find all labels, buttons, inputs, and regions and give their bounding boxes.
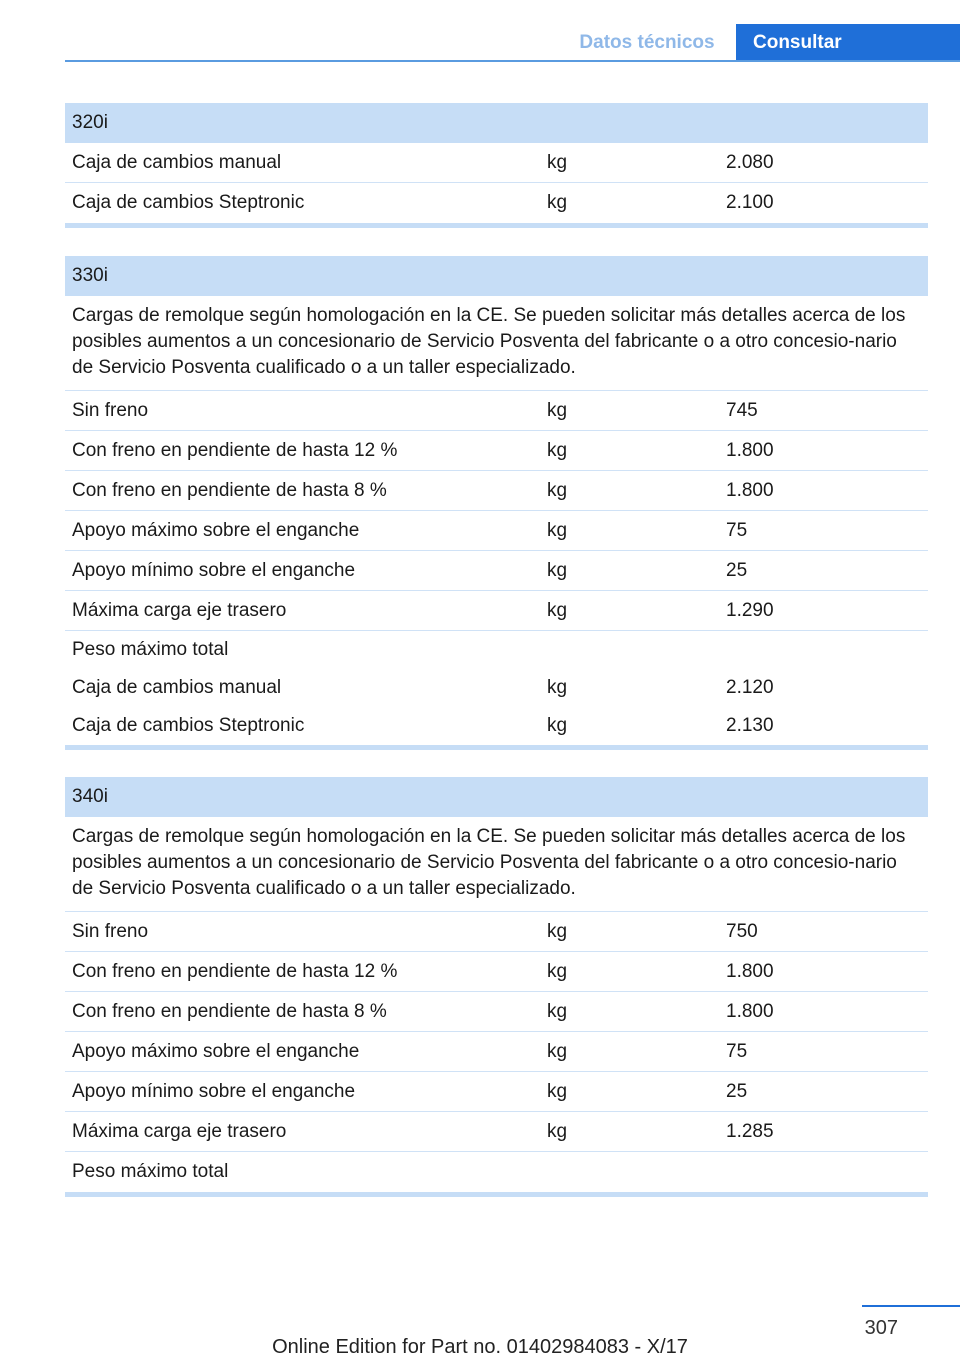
row-value: 1.285	[726, 1120, 774, 1142]
row-unit: kg	[547, 399, 568, 421]
row-label: Peso máximo total	[72, 639, 229, 660]
row-label: Caja de cambios Steptronic	[72, 192, 305, 213]
table-row	[65, 591, 928, 631]
table-row	[65, 707, 928, 745]
row-value: 1.800	[726, 479, 774, 501]
table-row	[65, 669, 928, 707]
section-footer-bar	[65, 1192, 928, 1197]
table-row	[65, 183, 928, 223]
row-unit: kg	[547, 559, 568, 581]
table-row	[65, 511, 928, 551]
row-label: Con freno en pendiente de hasta 12 %	[72, 960, 398, 982]
row-unit: kg	[547, 1120, 568, 1142]
table-row	[65, 143, 928, 183]
row-unit: kg	[547, 1080, 568, 1102]
table-row	[65, 1032, 928, 1072]
table-320i	[65, 103, 928, 228]
row-unit: kg	[547, 599, 568, 621]
table-row	[65, 1112, 928, 1152]
row-value: 1.800	[726, 1000, 774, 1022]
row-value: 75	[726, 519, 748, 541]
row-value: 1.290	[726, 599, 774, 621]
row-unit: kg	[547, 519, 568, 541]
section-title: 320i	[65, 103, 928, 143]
table-row	[65, 912, 928, 952]
page-number: 307	[864, 1317, 898, 1339]
section-note: Cargas de remolque según homologación en la CE. Se pueden solicitar más detalles acerca de los posibles aumentos a un concesionario de Servicio Posventa del fabricante o a otro concesio-nario de Servicio Posventa cualificado o a un taller especializado.	[65, 296, 928, 391]
row-label: Apoyo máximo sobre el enganche	[72, 519, 360, 541]
edition-footer: Online Edition for Part no. 01402984083 - X/17	[272, 1336, 688, 1358]
row-unit: kg	[547, 960, 568, 982]
table-row	[65, 431, 928, 471]
table-330i	[65, 256, 928, 750]
row-value: 750	[726, 920, 758, 942]
row-unit: kg	[547, 1000, 568, 1022]
row-unit: kg	[547, 677, 568, 698]
row-unit: kg	[547, 1040, 568, 1062]
row-label: Caja de cambios manual	[72, 677, 282, 698]
row-label: Apoyo mínimo sobre el enganche	[72, 559, 356, 581]
section-footer-bar	[65, 745, 928, 750]
row-label: Con freno en pendiente de hasta 12 %	[72, 439, 398, 461]
row-unit: kg	[547, 479, 568, 501]
row-unit: kg	[547, 151, 568, 173]
row-unit: kg	[547, 439, 568, 461]
row-unit: kg	[547, 920, 568, 942]
row-value: 75	[726, 1040, 748, 1062]
table-row-total-heading	[65, 1152, 928, 1192]
table-row	[65, 391, 928, 431]
row-label: Caja de cambios manual	[72, 151, 282, 173]
row-value: 2.100	[726, 192, 774, 213]
row-label: Con freno en pendiente de hasta 8 %	[72, 479, 387, 501]
row-label: Caja de cambios Steptronic	[72, 715, 305, 736]
row-label: Máxima carga eje trasero	[72, 1120, 287, 1142]
table-row	[65, 952, 928, 992]
row-unit: kg	[547, 715, 568, 736]
row-label: Con freno en pendiente de hasta 8 %	[72, 1000, 387, 1022]
table-row	[65, 992, 928, 1032]
row-value: 25	[726, 559, 748, 581]
row-value: 1.800	[726, 960, 774, 982]
row-label: Peso máximo total	[72, 1161, 229, 1182]
row-value: 2.130	[726, 715, 774, 736]
header-divider	[65, 60, 960, 62]
row-value: 2.080	[726, 151, 774, 173]
row-label: Sin freno	[72, 920, 149, 942]
section-note: Cargas de remolque según homologación en la CE. Se pueden solicitar más detalles acerca de los posibles aumentos a un concesionario de Servicio Posventa del fabricante o a otro concesio-nario de Servicio Posventa cualificado o a un taller especializado.	[65, 817, 928, 912]
row-label: Apoyo máximo sobre el enganche	[72, 1040, 360, 1062]
row-value: 25	[726, 1080, 748, 1102]
row-value: 2.120	[726, 677, 774, 698]
table-row	[65, 471, 928, 511]
row-label: Sin freno	[72, 399, 149, 421]
row-label: Máxima carga eje trasero	[72, 599, 287, 621]
table-340i	[65, 777, 928, 1197]
table-row-total-heading	[65, 631, 928, 669]
row-value: 745	[726, 399, 758, 421]
table-row	[65, 1072, 928, 1112]
tab-datos-tecnicos[interactable]: Datos técnicos	[579, 32, 715, 53]
section-title: 330i	[65, 256, 928, 296]
row-value: 1.800	[726, 439, 774, 461]
section-footer-bar	[65, 223, 928, 228]
section-title: 340i	[65, 777, 928, 817]
table-row	[65, 551, 928, 591]
tab-consultar[interactable]: Consultar	[736, 24, 960, 62]
row-unit: kg	[547, 192, 568, 213]
page-number-divider	[862, 1305, 960, 1307]
row-label: Apoyo mínimo sobre el enganche	[72, 1080, 356, 1102]
